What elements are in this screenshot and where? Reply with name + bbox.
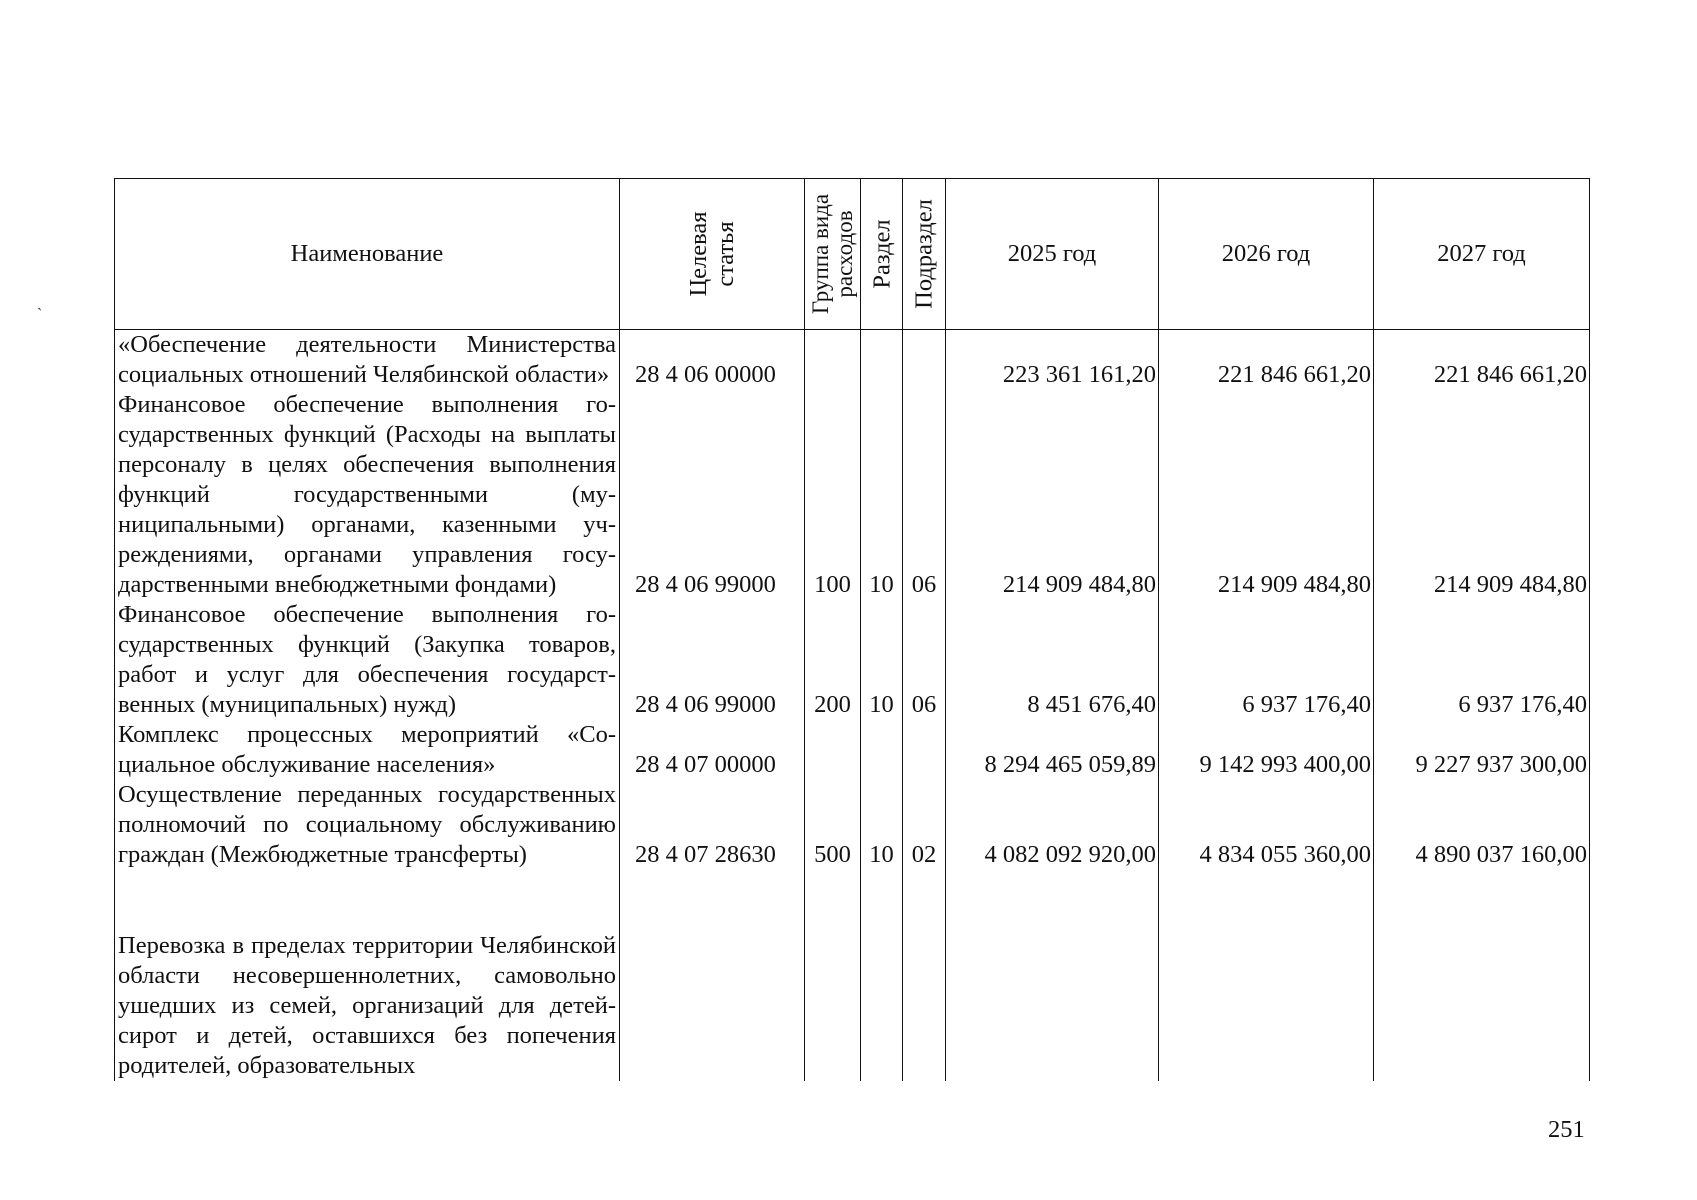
row-amount-2025: 223 361 161,20 xyxy=(946,330,1159,391)
row-subsection xyxy=(903,720,946,780)
budget-table-page xyxy=(114,178,1589,1089)
row-target-article xyxy=(620,870,805,1081)
scan-speck: ˎ xyxy=(37,294,43,311)
row-name: «Обеспечение деятельности Министерства социальных отношений Челябинской области» xyxy=(115,330,620,391)
row-expense-group: 500 xyxy=(805,780,861,870)
row-target-article: 28 4 06 99000 xyxy=(620,390,805,600)
row-subsection: 06 xyxy=(903,390,946,600)
row-target-article: 28 4 07 00000 xyxy=(620,720,805,780)
header-subsection-label: Подраздел xyxy=(910,199,938,309)
header-2025: 2025 год xyxy=(946,179,1159,330)
row-amount-2025: 8 294 465 059,89 xyxy=(946,720,1159,780)
row-expense-group: 200 xyxy=(805,600,861,720)
budget-table xyxy=(114,178,1590,1081)
page-number: 251 xyxy=(1548,1116,1585,1143)
row-amount-2026 xyxy=(1159,870,1374,1081)
row-amount-2026: 214 909 484,80 xyxy=(1159,390,1374,600)
row-subsection: 06 xyxy=(903,600,946,720)
row-name: Финансовое обеспечение выполнения государственных функций (Расходы на выплаты персоналу в целях обеспечения выполнения функций государственными (муниципальными) органами, казенными учреждениями, органами управления государственными внебюджетными фондами) xyxy=(115,390,620,600)
row-name: Осуществление переданных государственных полномочий по социальному обслуживанию граждан (Межбюджетные трансферты) xyxy=(115,780,620,870)
row-section: 10 xyxy=(861,390,903,600)
header-target-article xyxy=(620,179,805,330)
row-expense-group: 100 xyxy=(805,390,861,600)
row-amount-2026: 4 834 055 360,00 xyxy=(1159,780,1374,870)
row-amount-2027 xyxy=(1374,870,1590,1081)
header-subsection xyxy=(903,179,946,330)
row-section xyxy=(861,720,903,780)
row-amount-2027: 214 909 484,80 xyxy=(1374,390,1590,600)
row-amount-2025 xyxy=(946,870,1159,1081)
row-section: 10 xyxy=(861,780,903,870)
row-target-article: 28 4 07 28630 xyxy=(620,780,805,870)
row-target-article: 28 4 06 00000 xyxy=(620,330,805,391)
row-section xyxy=(861,330,903,391)
row-expense-group xyxy=(805,330,861,391)
header-2027: 2027 год xyxy=(1374,179,1590,330)
row-amount-2027: 221 846 661,20 xyxy=(1374,330,1590,391)
row-amount-2026: 221 846 661,20 xyxy=(1159,330,1374,391)
row-name: Перевозка в пределах территории Челябинской области несовершеннолетних, самовольно ушедших из семей, организаций для детей-сирот и детей, оставшихся без попечения родителей, образовательных xyxy=(115,870,620,1081)
row-amount-2027: 4 890 037 160,00 xyxy=(1374,780,1590,870)
header-target-article-label: Целевая статья xyxy=(685,211,739,297)
table-row xyxy=(115,780,1590,870)
row-subsection xyxy=(903,330,946,391)
row-subsection xyxy=(903,870,946,1081)
table-row xyxy=(115,870,1590,1081)
header-expense-group xyxy=(805,179,861,330)
table-row xyxy=(115,390,1590,600)
header-section xyxy=(861,179,903,330)
header-expense-group-label: Группа вида расходов xyxy=(807,193,857,315)
header-name: Наименование xyxy=(115,179,620,330)
header-2026: 2026 год xyxy=(1159,179,1374,330)
table-row xyxy=(115,330,1590,391)
row-section xyxy=(861,870,903,1081)
table-row xyxy=(115,600,1590,720)
row-amount-2027: 6 937 176,40 xyxy=(1374,600,1590,720)
header-section-label: Раздел xyxy=(868,219,895,289)
row-amount-2027: 9 227 937 300,00 xyxy=(1374,720,1590,780)
table-header-row xyxy=(115,179,1590,330)
row-expense-group xyxy=(805,870,861,1081)
row-section: 10 xyxy=(861,600,903,720)
row-amount-2026: 9 142 993 400,00 xyxy=(1159,720,1374,780)
row-amount-2026: 6 937 176,40 xyxy=(1159,600,1374,720)
row-amount-2025: 8 451 676,40 xyxy=(946,600,1159,720)
row-amount-2025: 4 082 092 920,00 xyxy=(946,780,1159,870)
table-row xyxy=(115,720,1590,780)
row-name: Комплекс процессных мероприятий «Социальное обслуживание населения» xyxy=(115,720,620,780)
row-amount-2025: 214 909 484,80 xyxy=(946,390,1159,600)
row-name: Финансовое обеспечение выполнения государственных функций (Закупка товаров, работ и услуг для обеспечения государственных (муниципальных) нужд) xyxy=(115,600,620,720)
row-subsection: 02 xyxy=(903,780,946,870)
row-target-article: 28 4 06 99000 xyxy=(620,600,805,720)
row-expense-group xyxy=(805,720,861,780)
